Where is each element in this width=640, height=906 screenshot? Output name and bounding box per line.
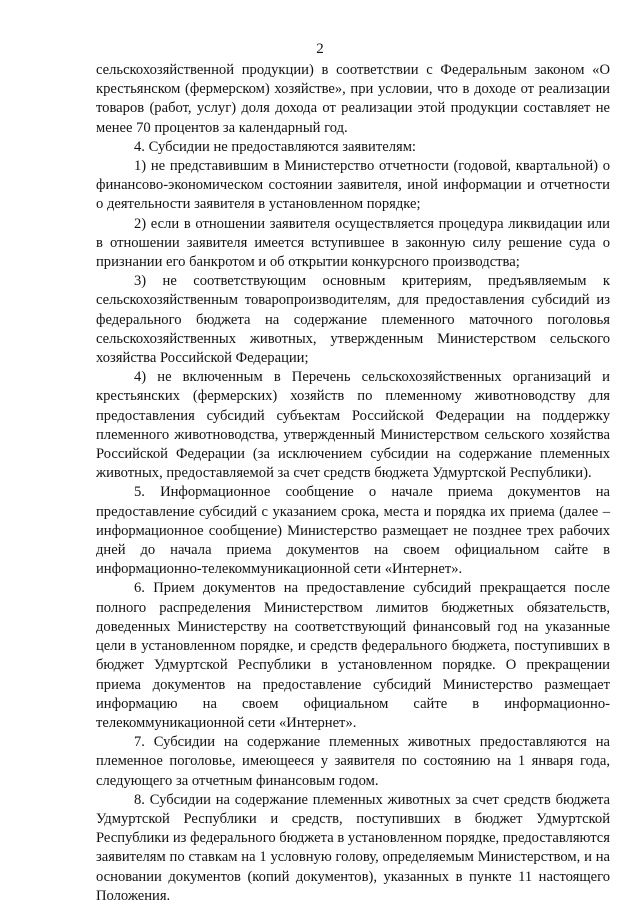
- paragraph-subitem-2: 2) если в отношении заявителя осуществляется процедура ликвидации или в отношении заявителя имеется вступившее в законную силу решение суда о признании его банкротом и об открытии конкурсного производства;: [96, 215, 610, 271]
- paragraph-item-4: 4. Субсидии не предоставляются заявителям:: [134, 138, 416, 155]
- paragraph-item-7: 7. Субсидии на содержание племенных животных предоставляются на племенное поголовье, имеющееся у заявителя по состоянию на 1 января года, следующего за отчетным финансовым годом.: [96, 734, 610, 789]
- paragraph-item-5: 5. Информационное сообщение о начале приема документов на предоставление субсидий с указанием срока, места и порядка их приема (далее – информационное сообщение) Министерство размещает не позднее трех рабочих дней до начала приема документов на своем официальном сайте в информационно-телекоммуникационной сети «Интернет».: [96, 484, 610, 578]
- page-number: 2: [316, 41, 324, 57]
- paragraph-item-8: 8. Субсидии на содержание племенных животных за счет средств бюджета Удмуртской Республики и средств, поступивших в бюджет Удмуртской Республики из федерального бюджета в установленном порядке, предоставляются заявителям по ставкам на 1 условную голову, определяемым Министерством, и на основании документов (копий документов), указанных в пункте 11 настоящего Положения.: [96, 791, 610, 904]
- paragraph-subitem-3: 3) не соответствующим основным критериям, предъявляемым к сельскохозяйственным товаропроизводителям, для предоставления субсидий из федерального бюджета на содержание племенного маточного поголовья сельскохозяйственных животных, утвержденным Министерством сельского хозяйства Российской Федерации;: [96, 273, 610, 367]
- paragraph-item-6: 6. Прием документов на предоставление субсидий прекращается после полного распределения Министерством лимитов бюджетных обязательств, доведенных Министерству на соответствующий финансовый год на указанные цели в установленном порядке, и средств федерального бюджета, поступивших в бюджет Удмуртской Республики в установленном порядке. О прекращении приема документов на предоставление субсидий Министерство размещает информацию на своем официальном сайте в информационно-телекоммуникационной сети «Интернет».: [96, 580, 610, 731]
- paragraph-continuation: сельскохозяйственной продукции) в соответствии с Федеральным законом «О крестьянском (фермерском) хозяйстве», при условии, что в доходе от реализации товаров (работ, услуг) доля дохода от реализации этой продукции составляет не менее 70 процентов за календарный год.: [96, 62, 610, 136]
- paragraph-subitem-4: 4) не включенным в Перечень сельскохозяйственных организаций и крестьянских (фермерских) хозяйств по племенному животноводству для предоставления субсидий субъектам Российской Федерации на поддержку племенного животноводства, утвержденный Министерством сельского хозяйства Российской Федерации (за исключением субсидии на содержание племенных животных, предоставляемой за счет средств бюджета Удмуртской Республики).: [96, 369, 610, 482]
- paragraph-subitem-1: 1) не представившим в Министерство отчетности (годовой, квартальной) о финансово-экономическом состоянии заявителя, иной информации и отчетности о деятельности заявителя в установленном порядке;: [96, 158, 610, 213]
- document-body: [96, 61, 610, 906]
